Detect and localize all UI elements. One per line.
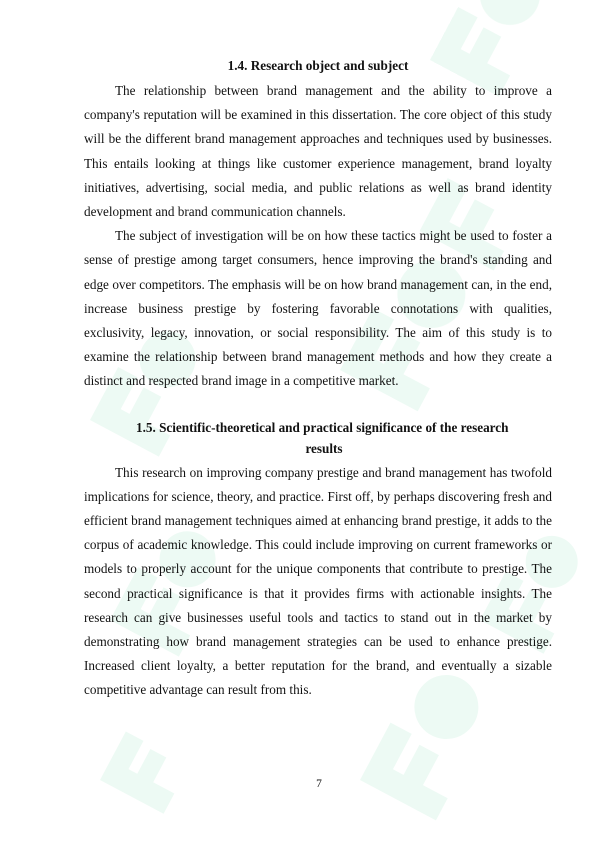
section-heading-line: 1.5. Scientific-theoretical and practical significance of the research xyxy=(136,419,509,435)
section-research-object xyxy=(84,57,552,394)
document-body xyxy=(84,57,552,703)
section-heading xyxy=(84,417,552,459)
section-significance xyxy=(84,417,552,703)
paragraph: This research on improving company prestige and brand management has twofold implications for science, theory, and practice. First off, by perhaps discovering fresh and efficient brand management techniques aimed at enhancing brand prestige, it adds to the corpus of academic knowledge. This could include improving on current frameworks or models to properly account for the unique components that contribute to prestige. The second practical significance is that it provides firms with actionable insights. The research can give businesses useful tools and tactics to stand out in the market by demonstrating how brand management strategies can be used to enhance prestige. Increased client loyalty, a better reputation for the brand, and eventually a sizable competitive advantage can result from this. xyxy=(84,464,552,698)
section-heading: 1.4. Research object and subject xyxy=(227,58,409,73)
section-heading-line: results xyxy=(305,440,343,456)
page-number: 7 xyxy=(316,778,322,790)
paragraph: The relationship between brand management and the ability to improve a company's reputation will be examined in this dissertation. The core object of this study will be the different brand management approaches and techniques used by businesses. This entails looking at things like customer experience management, brand loyalty initiatives, advertising, social media, and public relations as well as brand identity development and brand communication channels. xyxy=(84,83,552,220)
paragraph: The subject of investigation will be on how these tactics might be used to foster a sense of prestige among target consumers, hence improving the brand's standing and edge over competitors. The emphasis will be on how brand management can, in the end, increase business prestige by fostering favorable connotations with qualities, exclusivity, legacy, innovation, or social responsibility. The aim of this study is to examine the relationship between brand management methods and how they create a distinct and respected brand image in a competitive market. xyxy=(84,228,552,389)
